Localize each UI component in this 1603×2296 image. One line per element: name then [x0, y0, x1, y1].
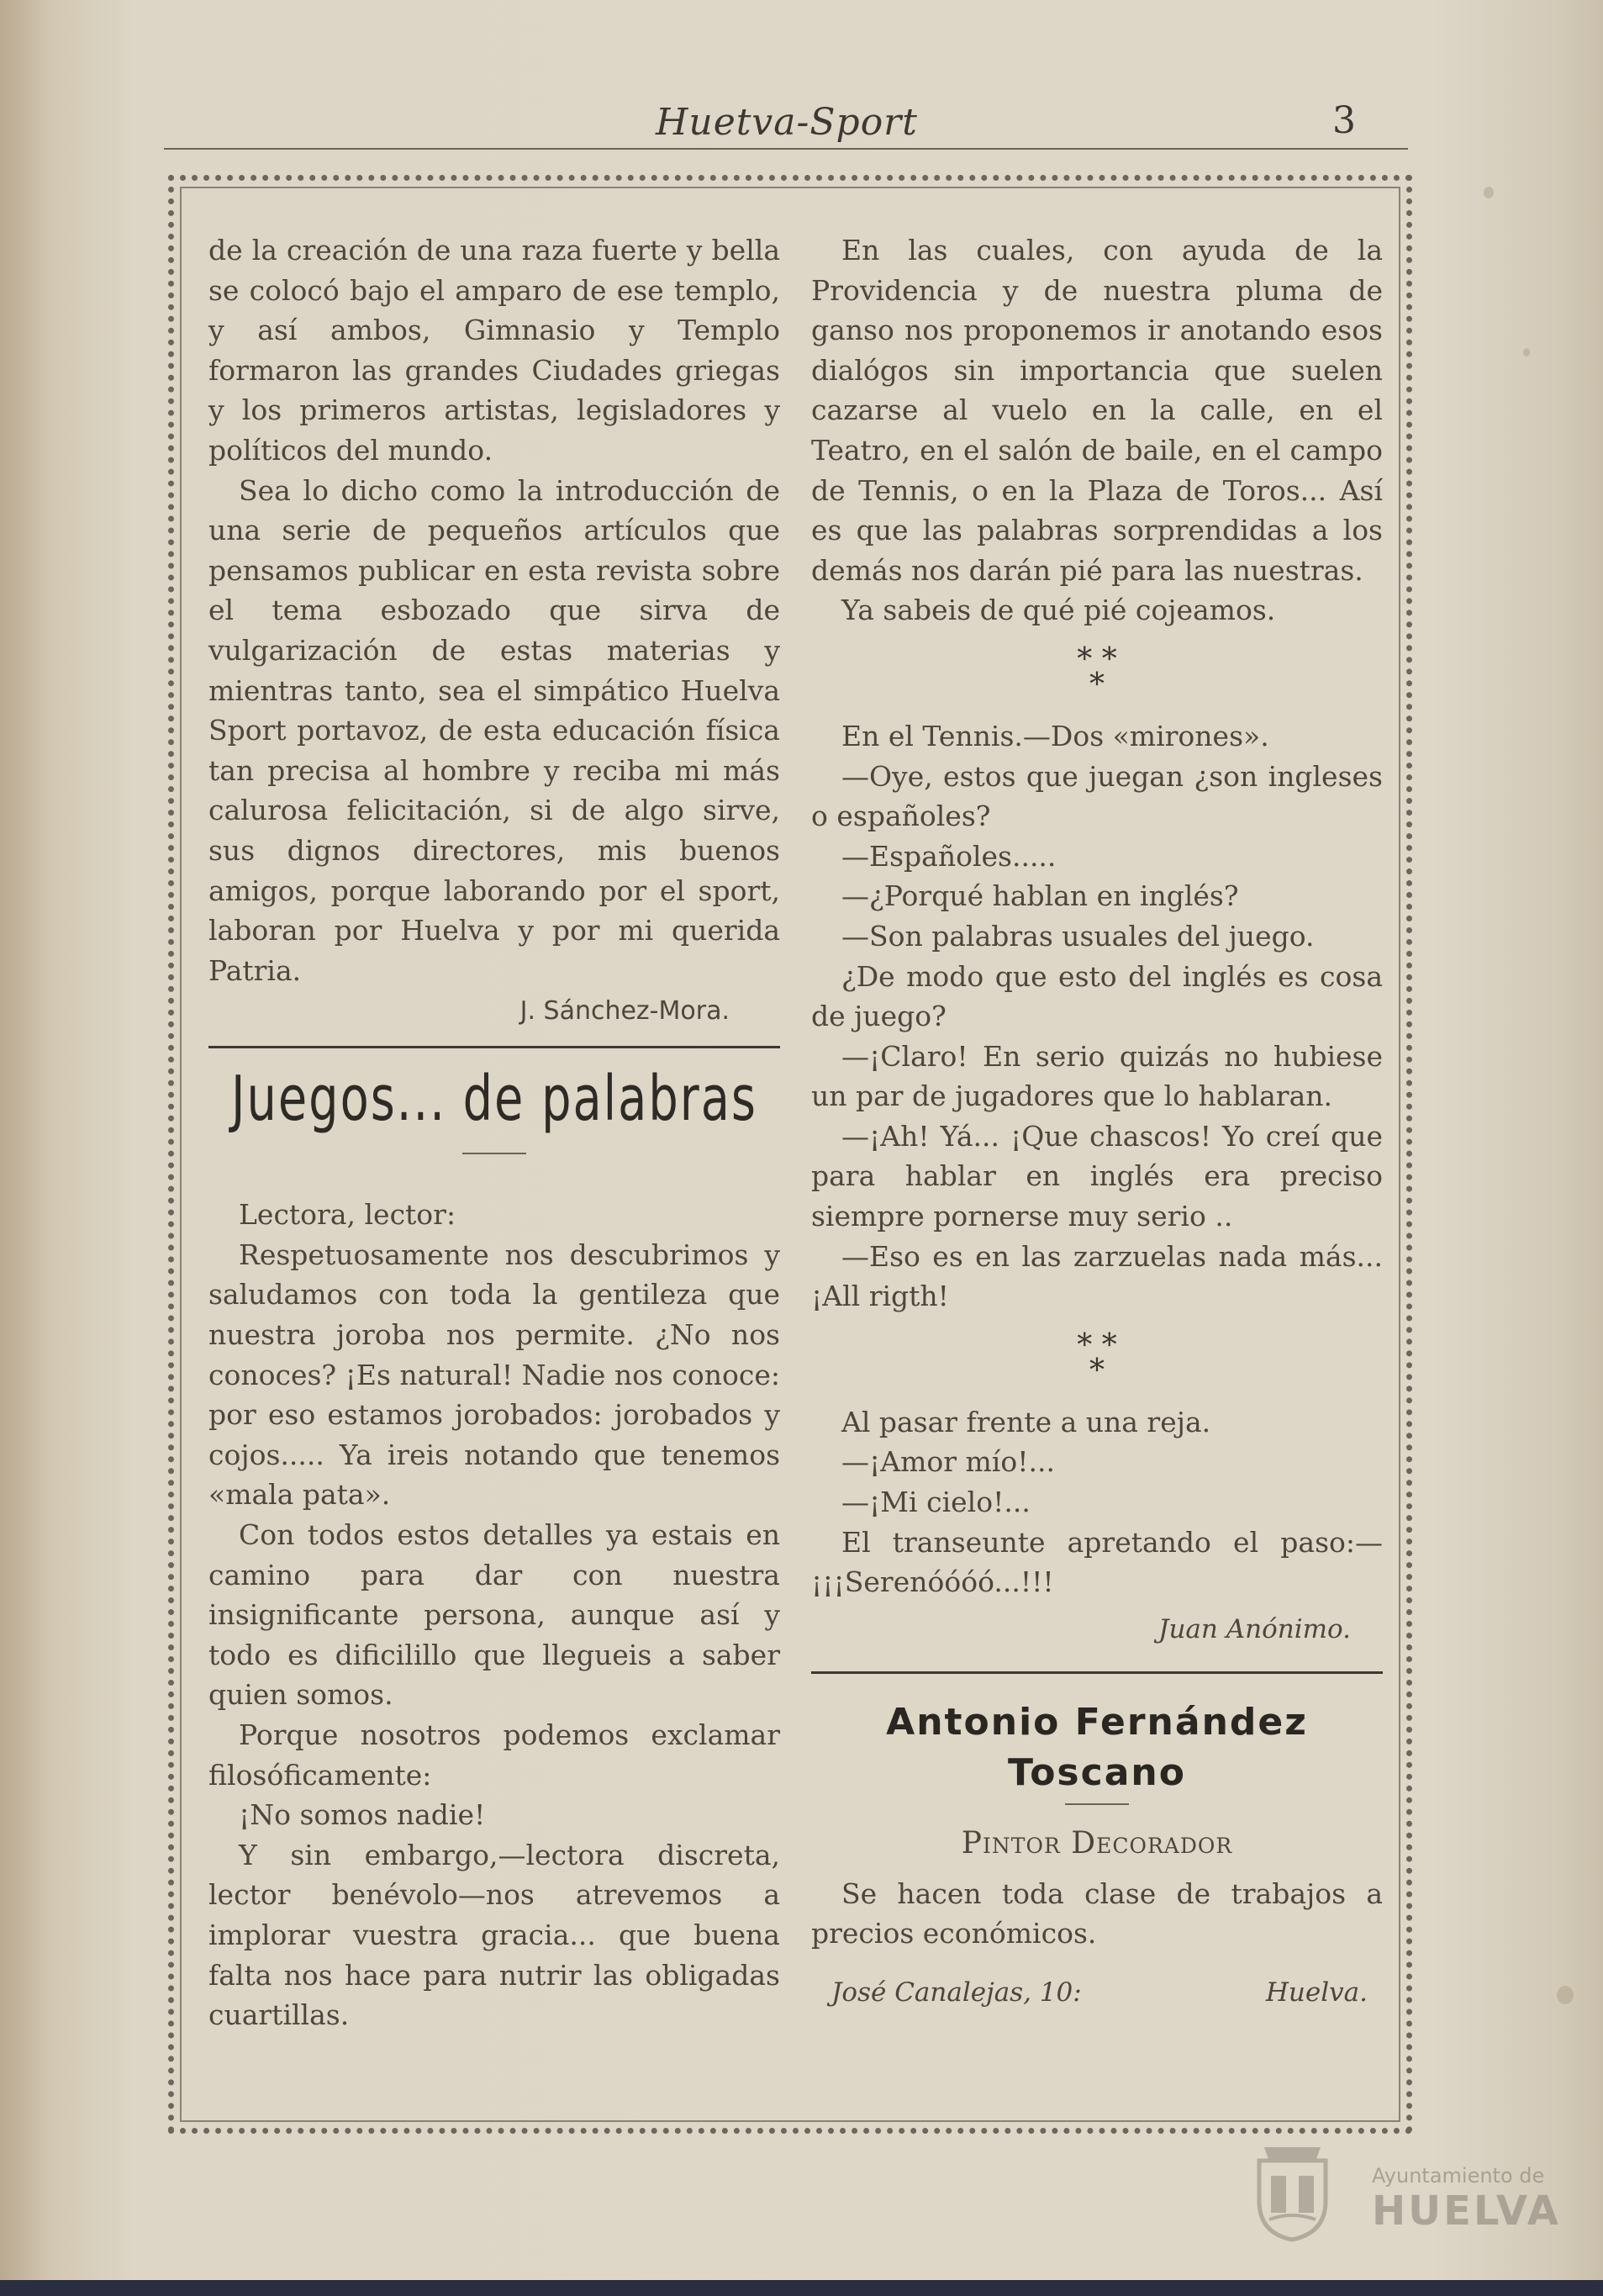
advertiser-address-line	[811, 1969, 1383, 2016]
right-column	[811, 230, 1383, 2016]
watermark-line2: HUELVA	[1372, 2188, 1561, 2235]
section-rule	[811, 1671, 1383, 1674]
advertiser-address: José Canalejas, 10:	[831, 1977, 1082, 2008]
ad-rule	[1065, 1803, 1129, 1805]
article1-paragraph: Sea lo dicho como la introducción de una serie de pequeños artículos que pensamos publicar en esta revista sobre el tema esbozado que sirva de vulgarización de estas materias y mientras tanto, sea el simpático Huelva Sport portavoz, de esta educación física tan precisa al hombre y reciba mi más calurosa felicitación, si de algo sirve, sus dignos directores, mis buenos amigos, porque laborando por el sport, laboran por Huelva y por mi querida Patria.	[208, 473, 780, 987]
article1-signature: J. Sánchez-Mora.	[519, 996, 730, 1027]
dialogue-line: Al pasar frente a una reja.	[841, 1405, 1211, 1438]
article2-paragraph: Respetuosamente nos descubrimos y saludamos con toda la gentileza que nuestra joroba nos permite. ¿No nos conoces? ¡Es natural! Nadie nos conoce: por eso estamos jorobados: jorobados y cojos..... Ya ireis notando que tenemos «mala pata».	[208, 1238, 780, 1512]
dialogue-line: —¡Mi cielo!...	[841, 1486, 1031, 1519]
asterism-top: * *	[1077, 641, 1117, 677]
article2-paragraph: En las cuales, con ayuda de la Providencia y de nuestra pluma de ganso nos proponemos ir anotando esos dialógos sin importancia que suelen cazarse al vuelo en la calle, en el Teatro, en el salón de baile, en el campo de Tennis, o en la Plaza de Toros... Así es que las palabras sorprendidas a los demás nos darán pié para las nuestras.	[811, 234, 1383, 587]
article2-paragraph: Ya sabeis de qué pié cojeamos.	[841, 594, 1276, 627]
advertiser-city: Huelva.	[1265, 1977, 1368, 2008]
article2-paragraph: Y sin embargo,—lectora discreta, lector benévolo—nos atrevemos a implorar vuestra gracia... que buena falta nos hace para nutrir las obligadas cuartillas.	[208, 1838, 780, 2032]
asterism	[811, 1327, 1383, 1388]
dialogue-line: —Son palabras usuales del juego.	[841, 919, 1315, 953]
advertiser-name: Antonio Fernández Toscano	[886, 1700, 1308, 1794]
dialogue-line: —¡Amor mío!...	[841, 1445, 1055, 1479]
article2-paragraph: Porque nosotros podemos exclamar filosóficamente:	[208, 1718, 780, 1792]
asterism-top: * *	[1077, 1327, 1117, 1363]
paper-stain	[1484, 187, 1494, 198]
advertiser-trade: Pintor Decorador	[961, 1825, 1233, 1861]
dialogue-line: —¡Claro! En serio quizás no hubiese un par de jugadores que lo hablaran.	[811, 1039, 1383, 1113]
dialogue-line: El transeunte apretando el paso:—¡¡¡Serenóóóó...!!!	[811, 1525, 1383, 1599]
left-column	[208, 230, 780, 2035]
page-number: 3	[1332, 99, 1356, 142]
title-rule	[462, 1153, 526, 1154]
article2-paragraph: ¡No somos nadie!	[239, 1798, 486, 1832]
asterism	[811, 641, 1383, 702]
paper-stain	[1523, 348, 1530, 356]
advertisement-text: Se hacen toda clase de trabajos a precios económicos.	[811, 1876, 1383, 1950]
dialogue-line: —Españoles.....	[841, 839, 1057, 873]
asterism-bottom: *	[1089, 1353, 1105, 1388]
article2-paragraph: Con todos estos detalles ya estais en camino para dar con nuestra insignificante persona, aunque así y todo es dificilillo que llegueis a saber quien somos.	[208, 1518, 780, 1712]
dialogue-line: En el Tennis.—Dos «mirones».	[841, 719, 1269, 752]
coat-of-arms-icon	[1252, 2142, 1332, 2243]
article2-title: Juegos... de palabras	[231, 1061, 757, 1136]
article1-paragraph: de la creación de una raza fuerte y bella se colocó bajo el amparo de ese templo, y así ambos, Gimnasio y Templo formaron las grandes Ciudades griegas y los primeros artistas, legisladores y políticos del mundo.	[208, 234, 780, 467]
header-rule	[164, 148, 1408, 150]
scan-edge-band	[0, 2280, 1603, 2296]
dialogue-line: —¡Ah! Yá... ¡Que chascos! Yo creí que para hablar en inglés era preciso siempre pornerse muy serio ..	[811, 1119, 1383, 1233]
archive-watermark	[1252, 2135, 1572, 2262]
dialogue-line: ¿De modo que esto del inglés es cosa de juego?	[811, 959, 1383, 1033]
article2-paragraph: Lectora, lector:	[239, 1198, 456, 1232]
watermark-line1: Ayuntamiento de	[1372, 2164, 1545, 2188]
running-title: Huetva-Sport	[656, 101, 918, 144]
article2-signature: Juan Anónimo.	[1158, 1613, 1351, 1644]
asterism-bottom: *	[1089, 667, 1105, 702]
paper-stain	[1557, 1986, 1574, 2004]
dialogue-line: —Oye, estos que juegan ¿son ingleses o españoles?	[811, 759, 1383, 833]
dialogue-line: —Eso es en las zarzuelas nada más... ¡All rigth!	[811, 1239, 1383, 1313]
dialogue-line: —¿Porqué hablan en inglés?	[841, 879, 1239, 913]
